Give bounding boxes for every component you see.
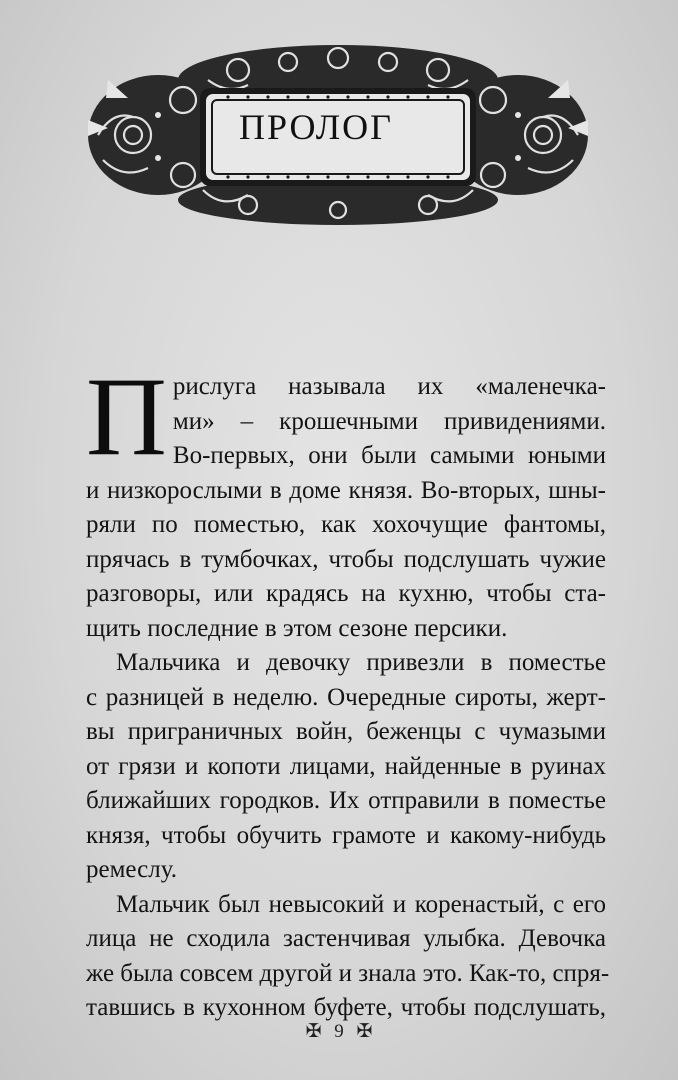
paragraph-1-rest xyxy=(86,474,606,647)
text-line: князя, чтобы обучить грамоте и какому-нибудь xyxy=(86,821,606,849)
text-line: вы приграничных войн, беженцы с чумазыми xyxy=(86,718,606,745)
paragraph-2 xyxy=(86,646,606,888)
text-line: от грязи и копоти лицами, найденные в руинах xyxy=(86,752,606,780)
chapter-title-plate xyxy=(205,84,427,170)
text-line: же была совсем другой и знала это. Как-то, спря- xyxy=(86,959,610,987)
text-line: щить последние в этом сезоне персики. xyxy=(86,614,508,642)
text-line: разговоры, или крадясь на кухню, чтобы ста- xyxy=(86,580,606,607)
text-line: рислуга называла их «маленечка- xyxy=(172,373,606,400)
chapter-title: ПРОЛОГ xyxy=(239,107,393,147)
page-number: 9 xyxy=(334,1021,344,1042)
text-line: ряли по поместью, как хохочущие фантомы, xyxy=(86,511,606,538)
text-line: лица не сходила застенчивая улыбка. Девочка xyxy=(86,925,606,952)
footer-ornament-right-icon: ✠ xyxy=(356,1021,373,1042)
paragraph-3 xyxy=(86,888,610,1026)
text-line: ремеслу. xyxy=(86,856,177,883)
text-line: и низкорослыми в доме князя. Во-вторых, шны- xyxy=(86,476,606,504)
text-line: прячась в тумбочках, чтобы подслушать чужие xyxy=(86,545,606,573)
text-line: Во-первых, они были самыми юными xyxy=(172,442,606,469)
text-line: ближайших городков. Их отправили в поместье xyxy=(86,787,606,814)
text-line: тавшись в кухонном буфете, чтобы подслушать, xyxy=(86,994,606,1021)
paragraph-1-opening xyxy=(86,355,606,479)
text-line: Мальчика и девочку привезли в поместье xyxy=(116,649,606,676)
drop-cap: П xyxy=(86,355,167,479)
footer-ornament-left-icon: ✠ xyxy=(305,1021,322,1042)
text-line: Мальчик был невысокий и коренастый, с его xyxy=(116,890,606,918)
page-footer xyxy=(0,1020,678,1043)
body-text xyxy=(86,355,610,1026)
text-line: с разницей в неделю. Очередные сироты, жерт- xyxy=(86,683,606,711)
text-line: ми» – крошечными привидениями. xyxy=(172,407,606,435)
